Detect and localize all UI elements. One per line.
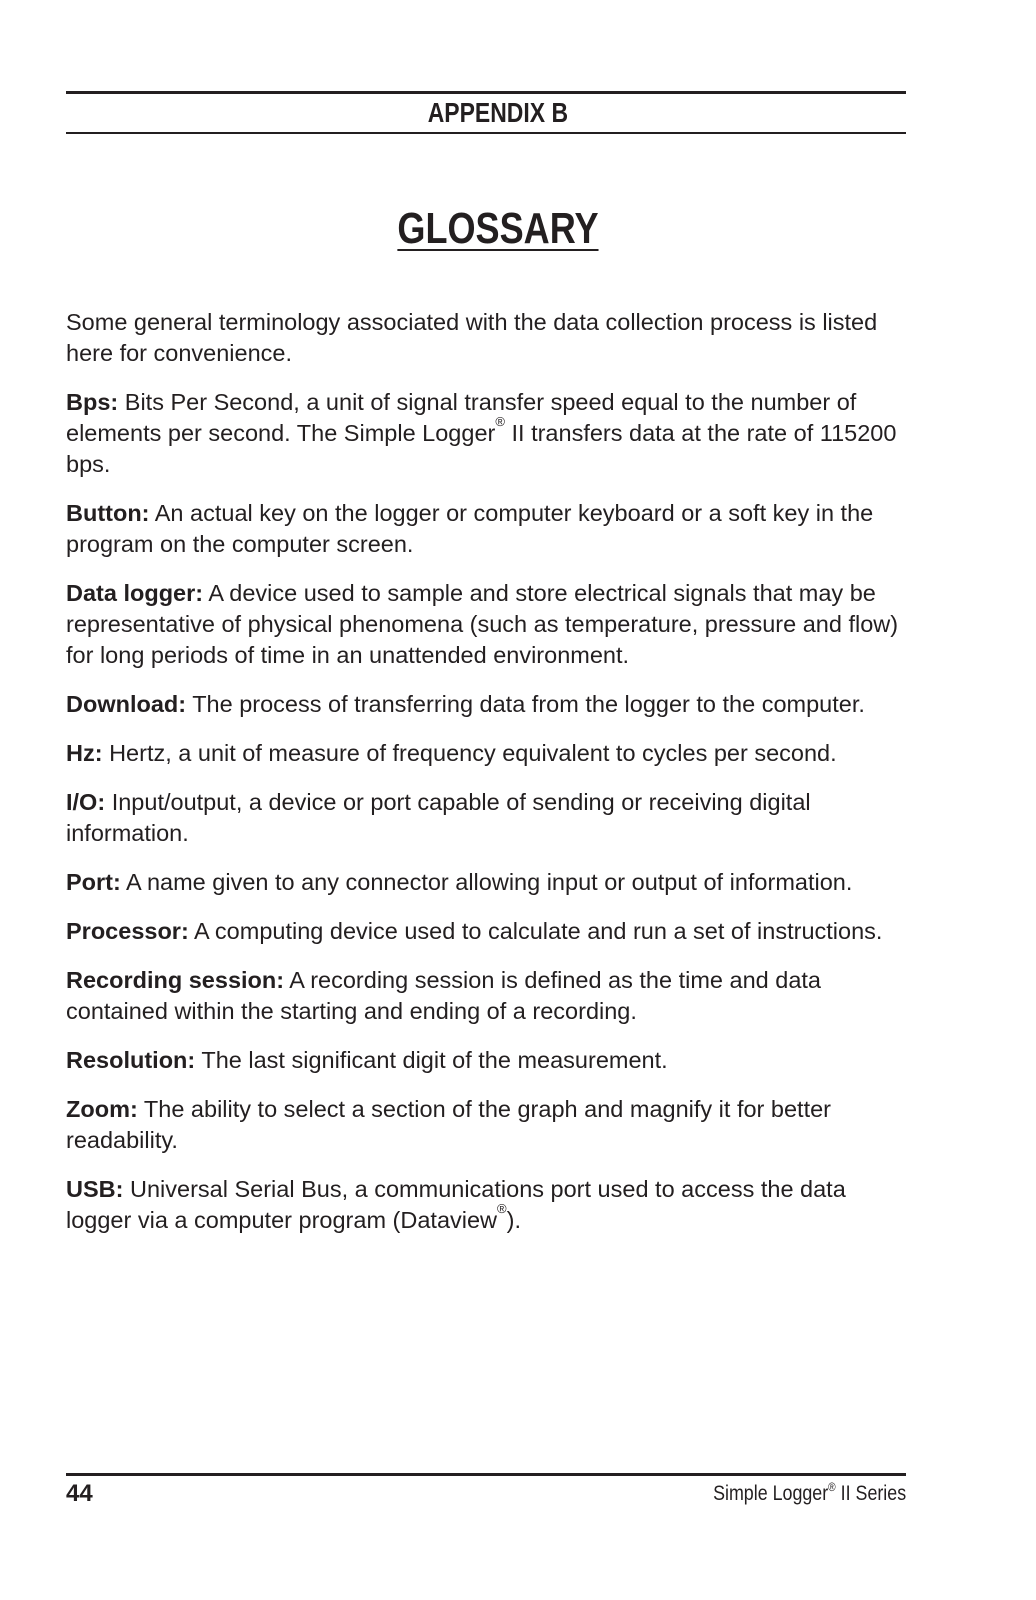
glossary-term: Download: xyxy=(66,691,187,717)
glossary-term: USB: xyxy=(66,1176,124,1202)
glossary-term: Recording session: xyxy=(66,967,285,993)
glossary-definition: A device used to sample and store electrical signals that may be representative of physical phenomena (such as temperature, pressure and flow) for long periods of time in an unattended environment. xyxy=(66,580,899,668)
registered-mark: ® xyxy=(495,414,505,429)
glossary-definition: The ability to select a section of the graph and magnify it for better readability. xyxy=(66,1096,832,1153)
glossary-entry-download xyxy=(66,689,906,720)
intro-paragraph: Some general terminology associated with the data collection process is listed here for convenience. xyxy=(66,309,878,366)
glossary-entry-io xyxy=(66,787,906,849)
glossary-entry-data-logger xyxy=(66,578,906,671)
glossary-definition: Input/output, a device or port capable of sending or receiving digital information. xyxy=(66,789,811,846)
glossary-term: Resolution: xyxy=(66,1047,196,1073)
glossary-definition: The last significant digit of the measurement. xyxy=(195,1047,668,1073)
glossary-definition: The process of transferring data from the logger to the computer. xyxy=(186,691,865,717)
glossary-entry-button xyxy=(66,498,906,560)
glossary-definition: A name given to any connector allowing input or output of information. xyxy=(120,869,853,895)
glossary-entry-hz xyxy=(66,738,906,769)
glossary-term: Zoom: xyxy=(66,1096,138,1122)
page-number: 44 xyxy=(66,1480,93,1507)
glossary-term: Processor: xyxy=(66,918,189,944)
appendix-label: APPENDIX B xyxy=(428,97,569,128)
glossary-entry-usb xyxy=(66,1174,906,1236)
glossary-definition: A recording session is defined as the time and data contained within the starting and ending of a recording. xyxy=(66,967,821,1024)
series-name: Simple Logger xyxy=(712,1482,829,1505)
glossary-definition: Universal Serial Bus, a communications port used to access the data logger via a computer program (Dataview xyxy=(66,1176,846,1233)
glossary-term: I/O: xyxy=(66,789,106,815)
glossary-term: Port: xyxy=(66,869,121,895)
page-title-container xyxy=(66,204,906,254)
page-footer xyxy=(66,1473,906,1516)
glossary-definition-continued: II transfers data at the rate of 115200 bps. xyxy=(66,420,897,477)
glossary-definition: A computing device used to calculate and run a set of instructions. xyxy=(188,918,883,944)
glossary-entry-processor xyxy=(66,916,906,947)
glossary-entry-port xyxy=(66,867,906,898)
registered-mark: ® xyxy=(497,1201,507,1216)
glossary-content xyxy=(66,307,906,1254)
glossary-definition-continued: ). xyxy=(506,1207,521,1233)
glossary-definition: An actual key on the logger or computer keyboard or a soft key in the program on the computer screen. xyxy=(66,500,874,557)
registered-mark: ® xyxy=(828,1480,836,1494)
glossary-term: Data logger: xyxy=(66,580,204,606)
glossary-definition: Hertz, a unit of measure of frequency equivalent to cycles per second. xyxy=(102,740,837,766)
glossary-term: Button: xyxy=(66,500,150,526)
series-label xyxy=(713,1482,906,1506)
page-title: GLOSSARY xyxy=(397,204,599,253)
appendix-header xyxy=(66,91,906,134)
series-suffix: II Series xyxy=(835,1482,906,1505)
glossary-entry-bps xyxy=(66,387,906,480)
glossary-definition: Bits Per Second, a unit of signal transfer speed equal to the number of elements per second. The Simple Logger xyxy=(66,389,857,446)
glossary-entry-recording-session xyxy=(66,965,906,1027)
glossary-entry-resolution xyxy=(66,1045,906,1076)
glossary-term: Hz: xyxy=(66,740,103,766)
glossary-term: Bps: xyxy=(66,389,119,415)
glossary-entry-zoom xyxy=(66,1094,906,1156)
document-page xyxy=(66,0,906,1600)
